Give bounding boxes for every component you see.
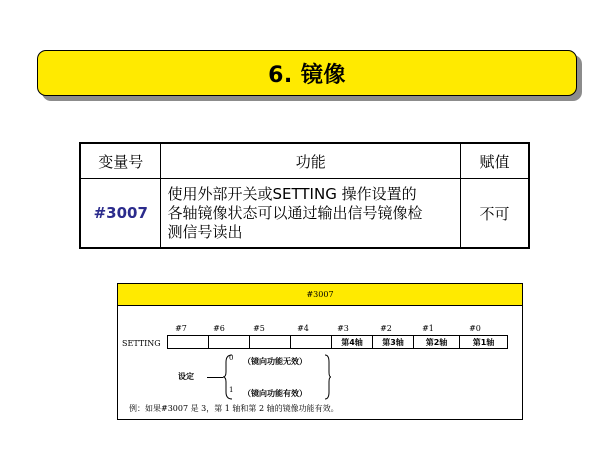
- table-header-row: [80, 143, 529, 179]
- function-line: 使用外部开关或SETTING 操作设置的: [167, 184, 417, 203]
- bit-cell: 第2轴: [413, 335, 460, 349]
- setting-label: SETTING: [122, 339, 161, 348]
- header-assign: 赋值: [461, 143, 529, 179]
- bit-label: #4: [297, 324, 309, 333]
- bit-label: #2: [380, 324, 392, 333]
- option-text: （镜向功能无效）: [243, 357, 307, 366]
- page-title: 6. 镜像: [268, 62, 346, 88]
- right-brace-icon: [324, 354, 332, 400]
- parameter-diagram: [117, 283, 523, 420]
- assign-value: 不可: [461, 179, 529, 249]
- set-label: 设定: [178, 372, 194, 381]
- option-number: 1: [229, 386, 234, 394]
- bit-label: #0: [469, 324, 481, 333]
- bit-cell: 第1轴: [459, 335, 508, 349]
- option-number: 0: [229, 354, 234, 362]
- connector-line: [207, 377, 223, 378]
- variable-number: #3007: [80, 179, 161, 249]
- variable-table: [79, 142, 530, 249]
- bit-cell: [249, 335, 291, 349]
- header-function: 功能: [161, 143, 461, 179]
- bit-label: #3: [337, 324, 349, 333]
- title-banner: [37, 50, 577, 96]
- bit-label: #5: [253, 324, 265, 333]
- header-variable: 变量号: [80, 143, 161, 179]
- bit-label: #1: [422, 324, 434, 333]
- diagram-header: #3007: [118, 284, 522, 306]
- bit-cell: 第3轴: [372, 335, 414, 349]
- bit-label: #6: [213, 324, 225, 333]
- bit-label: #7: [175, 324, 187, 333]
- option-text: （镜向功能有效）: [243, 389, 307, 398]
- bit-cell: [167, 335, 209, 349]
- function-description: [161, 179, 461, 249]
- table-row: [80, 179, 529, 249]
- function-line: 各轴镜像状态可以通过输出信号镜像检: [167, 203, 423, 222]
- bit-cell: [290, 335, 332, 349]
- bit-cell: [208, 335, 250, 349]
- bit-cell: 第4轴: [331, 335, 373, 349]
- function-line: 测信号读出: [167, 222, 243, 241]
- example-note: 例：如果#3007 是 3，第 1 轴和第 2 轴的镜像功能有效。: [129, 404, 339, 413]
